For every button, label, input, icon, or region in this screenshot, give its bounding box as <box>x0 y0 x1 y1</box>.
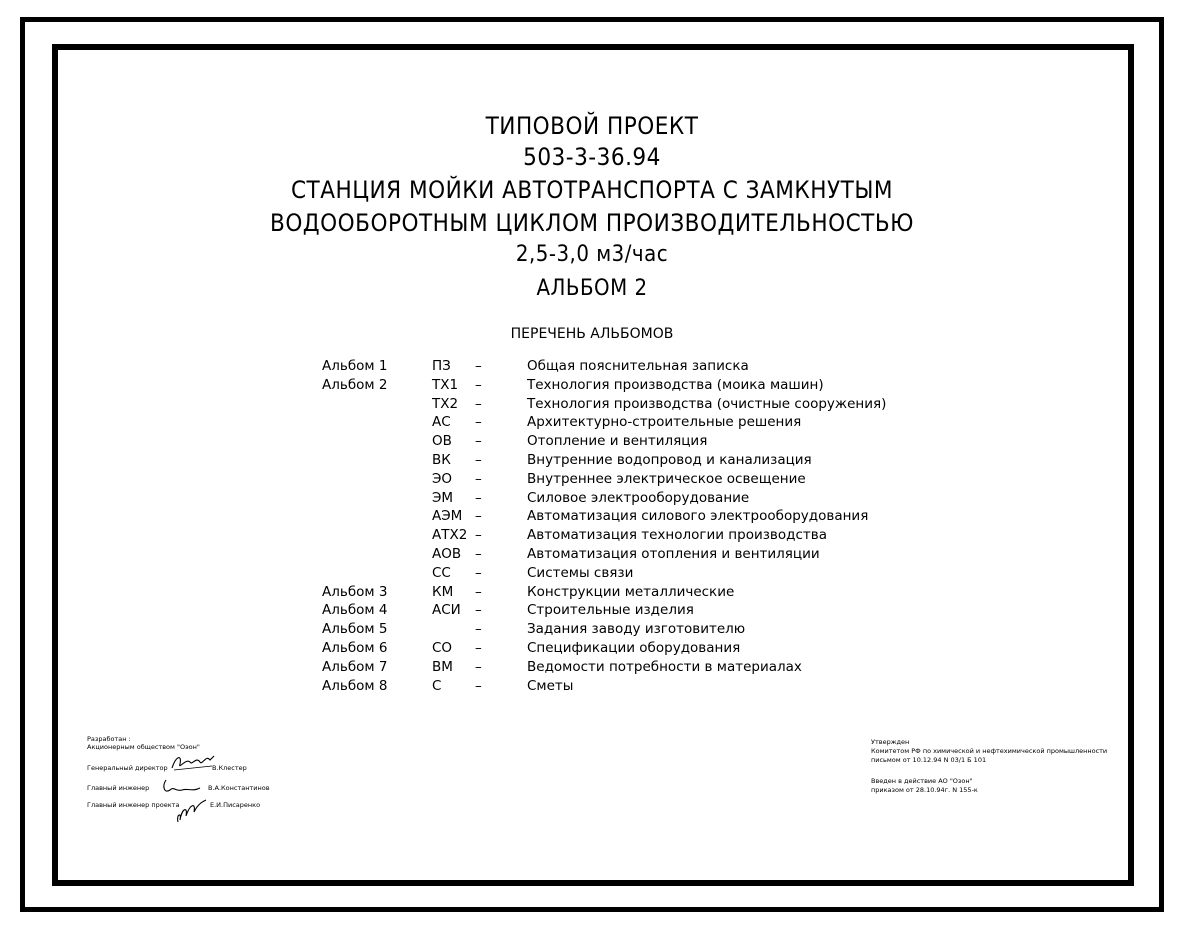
album-dash: – <box>475 470 482 487</box>
album-description: Конструкции металлические <box>527 583 735 600</box>
album-description: Строительные изделия <box>527 602 694 619</box>
developer-line-1: Разработан : <box>87 735 131 743</box>
album-description: Спецификации оборудования <box>527 639 741 656</box>
album-description: Автоматизация силового электрооборудования <box>527 508 869 525</box>
title-line-3: СТАНЦИЯ МОЙКИ АВТОТРАНСПОРТА С ЗАМКНУТЫМ <box>290 176 894 204</box>
album-code: С <box>432 677 442 694</box>
album-description: Внутреннее электрическое освещение <box>527 470 806 487</box>
album-dash: – <box>475 527 482 544</box>
album-dash: – <box>475 564 482 581</box>
chief-engineer-label: Главный инженер <box>87 784 150 792</box>
album-dash: – <box>475 395 482 412</box>
album-name: Альбом 4 <box>322 602 388 619</box>
album-name: Альбом 7 <box>322 658 388 675</box>
album-dash: – <box>475 639 482 656</box>
album-code: СО <box>432 639 453 656</box>
capacity: 2,5-3,0 м3/час <box>515 242 669 267</box>
album-list-title: ПЕРЕЧЕНЬ АЛЬБОМОВ <box>510 326 674 342</box>
album-dash: – <box>475 451 482 468</box>
album-code: ТХ2 <box>432 395 459 412</box>
album-dash: – <box>475 508 482 525</box>
album-description: Системы связи <box>527 564 634 581</box>
album-code: АЭМ <box>432 508 463 525</box>
title-line-4: ВОДООБОРОТНЫМ ЦИКЛОМ ПРОИЗВОДИТЕЛЬНОСТЬЮ <box>270 209 914 237</box>
album-dash: – <box>475 358 482 374</box>
chief-engineer-name: В.А.Константинов <box>208 784 270 792</box>
album-description: Внутренние водопровод и канализация <box>527 451 812 468</box>
album-dash: – <box>475 621 482 638</box>
album-name: Альбом 6 <box>322 639 388 656</box>
approval-line-1: Утвержден <box>871 738 910 746</box>
album-description: Силовое электрооборудование <box>527 489 750 506</box>
album-dash: – <box>475 376 482 393</box>
album-code: ВК <box>432 451 451 468</box>
director-name: В.Клестер <box>212 764 247 772</box>
album-dash: – <box>475 602 482 619</box>
album-description: Технология производства (очистные сооружения) <box>527 395 887 412</box>
album-dash: – <box>475 658 482 675</box>
project-engineer-signature <box>172 794 212 826</box>
album-code: ВМ <box>432 658 453 675</box>
album-number: АЛЬБОМ 2 <box>536 276 648 301</box>
approval-line-5: приказом от 28.10.94г. N 155-к <box>871 786 978 794</box>
chief-engineer-signature <box>160 776 204 796</box>
album-code: ОВ <box>432 433 452 450</box>
approval-line-4: Введен в действие АО "Озон" <box>871 777 973 785</box>
album-description: Архитектурно-строительные решения <box>527 414 802 431</box>
album-code: ПЗ <box>432 358 451 374</box>
album-code: ТХ1 <box>432 376 459 393</box>
album-dash: – <box>475 677 482 694</box>
album-description: Автоматизация технологии производства <box>527 527 827 544</box>
album-name: Альбом 5 <box>322 621 388 638</box>
album-code: ЭО <box>432 470 453 487</box>
album-code: СС <box>432 564 451 581</box>
album-description: Сметы <box>527 677 574 694</box>
album-name: Альбом 8 <box>322 677 388 694</box>
album-description: Общая пояснительная записка <box>527 358 749 374</box>
project-number: 503-3-36.94 <box>523 143 661 171</box>
director-signature <box>168 750 218 774</box>
album-name: Альбом 2 <box>322 376 388 393</box>
project-engineer-label: Главный инженер проекта <box>87 801 180 809</box>
album-name: Альбом 3 <box>322 583 388 600</box>
album-description: Задания заводу изготовителю <box>527 621 746 638</box>
album-dash: – <box>475 414 482 431</box>
album-dash: – <box>475 489 482 506</box>
album-code: КМ <box>432 583 454 600</box>
album-name: Альбом 1 <box>322 358 388 374</box>
album-code: АСИ <box>432 602 461 619</box>
album-dash: – <box>475 545 482 562</box>
approval-line-2: Комитетом РФ по химической и нефтехимической промышленности <box>871 747 1108 755</box>
album-code: ЭМ <box>432 489 454 506</box>
album-description: Отопление и вентиляция <box>527 433 708 450</box>
developer-line-2: Акционерным обществом "Оэон" <box>87 743 200 751</box>
album-code: АОВ <box>432 545 462 562</box>
album-dash: – <box>475 583 482 600</box>
project-engineer-name: Е.И.Писаренко <box>210 801 261 809</box>
album-description: Технология производства (моика машин) <box>527 376 824 393</box>
album-code: АС <box>432 414 451 431</box>
album-description: Ведомости потребности в материалах <box>527 658 802 675</box>
album-description: Автоматизация отопления и вентиляции <box>527 545 820 562</box>
director-label: Генеральный директор <box>87 764 168 772</box>
album-code: АТХ2 <box>432 527 468 544</box>
approval-line-3: письмом от 10.12.94 N 03/1 Б 101 <box>871 756 987 764</box>
album-dash: – <box>475 433 482 450</box>
title-line-1: ТИПОВОЙ ПРОЕКТ <box>485 112 699 140</box>
